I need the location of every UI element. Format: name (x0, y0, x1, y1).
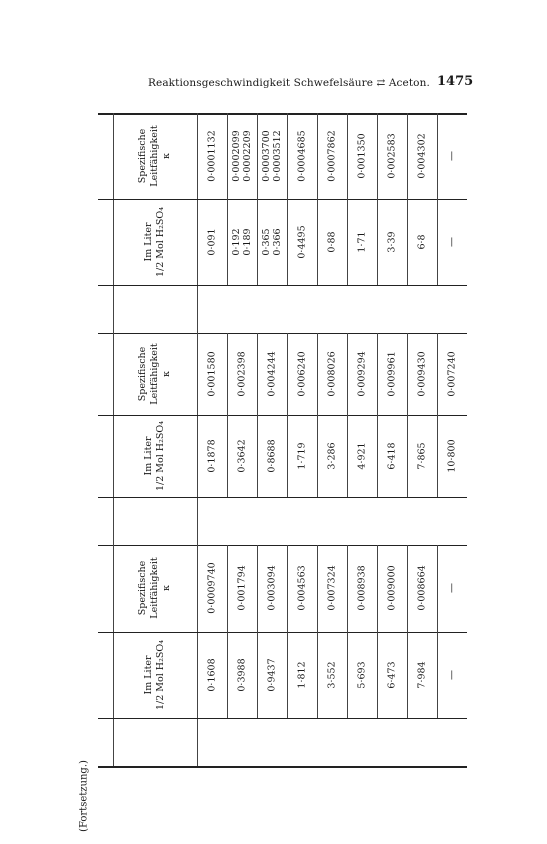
group-2-volume-4: 0·88 (326, 231, 338, 253)
running-title: Reaktionsgeschwindigkeit Schwefelsäure ⇄ Aceton. (148, 77, 430, 89)
group-0-conductivity-4-anchor (326, 565, 338, 611)
group-0-volume-7-anchor (416, 661, 428, 689)
group-1-volume-8: 10·800 (446, 439, 458, 473)
group-0-conductivity-1-anchor (236, 565, 248, 611)
group-0-volume-3: 1·812 (296, 661, 308, 689)
group-0-volume-4: 3·552 (326, 661, 338, 689)
group-0-conductivity-7: 0·008664 (416, 565, 428, 611)
group-1-volume-5: 4·921 (356, 442, 368, 470)
group-0-col-divider-7 (407, 545, 408, 718)
group-2-volume-6: 3·39 (386, 231, 398, 253)
group-rule-3 (98, 766, 467, 768)
group-0-volume-0-anchor (206, 658, 218, 692)
group-2-conductivity-0: 0·0001132 (206, 130, 218, 182)
group-1-volume-7: 7·865 (416, 442, 428, 470)
group-1-volume-0-anchor (206, 439, 218, 473)
header-left-border (113, 113, 114, 766)
group-2-volume-header-anchor (143, 206, 166, 278)
group-1-solvent-rule (98, 497, 467, 498)
group-0-volume-8-anchor (446, 669, 458, 680)
group-2-conductivity-3-anchor (296, 130, 308, 182)
group-1-conductivity-6: 0·009961 (386, 351, 398, 397)
group-1-solvent-anchor (283, 521, 284, 522)
group-2-conductivity-1-anchor (231, 130, 253, 182)
group-1-conductivity-6-anchor (386, 351, 398, 397)
group-2-col-divider-6 (377, 113, 378, 285)
group-1-col-divider-6 (377, 333, 378, 497)
group-2-volume-5: 1·71 (356, 231, 368, 253)
group-1-conductivity-7: 0·009430 (416, 351, 428, 397)
group-0-volume-6: 6·473 (386, 661, 398, 689)
group-2-volume-7: 6·8 (416, 234, 428, 250)
group-1-conductivity-3: 0·006240 (296, 351, 308, 397)
group-1-conductivity-5: 0·009294 (356, 351, 368, 397)
group-1-volume-0: 0·1878 (206, 439, 218, 473)
group-0-conductivity-2-anchor (266, 565, 278, 611)
group-2-volume-2: 0·365 0·366 (261, 228, 283, 256)
group-1-col-divider-8 (437, 333, 438, 497)
continuation-wrapper (78, 760, 90, 832)
group-1-volume-2-anchor (266, 439, 278, 473)
group-1-volume-6: 6·418 (386, 442, 398, 470)
group-2-volume-3: 0·4495 (296, 225, 308, 259)
group-0-conductivity-6-anchor (386, 565, 398, 611)
group-1-conductivity-0-anchor (206, 351, 218, 397)
group-2-volume-8-anchor (446, 237, 458, 247)
group-1-conductivity-header-anchor (137, 343, 172, 405)
group-0-conductivity-2: 0·003094 (266, 565, 278, 611)
header-right-border (197, 113, 198, 766)
group-2-conductivity-7-anchor (416, 133, 428, 179)
group-0-col-divider-1 (227, 545, 228, 718)
group-1-volume-4-anchor (326, 442, 338, 470)
group-2-col-divider-8 (437, 113, 438, 285)
group-0-conductivity-header-anchor (137, 557, 172, 619)
group-2-conductivity-6: 0·002583 (386, 133, 398, 179)
group-1-conductivity-4: 0·008026 (326, 351, 338, 397)
group-2-col-divider-5 (347, 113, 348, 285)
group-2-volume-4-anchor (326, 231, 338, 253)
group-2-volume-5-anchor (356, 231, 368, 253)
group-2-conductivity-3: 0·0004685 (296, 130, 308, 182)
group-2-volume-6-anchor (386, 231, 398, 253)
group-0-mid-rule (98, 632, 467, 633)
group-0-col-divider-6 (377, 545, 378, 718)
group-1-volume-1-anchor (236, 439, 248, 473)
group-1-col-divider-2 (257, 333, 258, 497)
group-1-conductivity-1-anchor (236, 351, 248, 397)
group-1-conductivity-8: 0·007240 (446, 351, 458, 397)
group-1-conductivity-8-anchor (446, 351, 458, 397)
group-0-conductivity-8-anchor (446, 583, 458, 594)
group-1-volume-6-anchor (386, 442, 398, 470)
group-0-volume-header-anchor (143, 639, 166, 710)
group-0-volume-1: 0·3988 (236, 658, 248, 692)
group-2-col-divider-2 (257, 113, 258, 285)
group-2-conductivity-5: 0·001350 (356, 133, 368, 179)
group-2-conductivity-header-anchor (137, 125, 172, 187)
group-2-conductivity-5-anchor (356, 133, 368, 179)
group-2-volume-2-anchor (261, 228, 283, 256)
group-2-col-divider-7 (407, 113, 408, 285)
group-0-col-divider-2 (257, 545, 258, 718)
group-2-solvent-anchor (283, 309, 284, 310)
group-0-solvent-rule (98, 718, 467, 719)
group-0-conductivity-5-anchor (356, 565, 368, 611)
group-2-conductivity-4-anchor (326, 130, 338, 182)
group-1-conductivity-7-anchor (416, 351, 428, 397)
group-2-conductivity-7: 0·004302 (416, 133, 428, 179)
group-1-conductivity-0: 0·001580 (206, 351, 218, 397)
group-1-volume-5-anchor (356, 442, 368, 470)
group-0-col-divider-3 (287, 545, 288, 718)
group-0-conductivity-3-anchor (296, 565, 308, 611)
group-2-conductivity-8-anchor (446, 151, 458, 161)
group-1-col-divider-4 (317, 333, 318, 497)
group-1-volume-4: 3·286 (326, 442, 338, 470)
group-0-conductivity-5: 0·008938 (356, 565, 368, 611)
group-0-conductivity-0: 0·0009740 (206, 562, 218, 614)
group-0-volume-3-anchor (296, 661, 308, 689)
group-rule-1 (98, 333, 467, 334)
group-0-conductivity-header: Spezifische Leitfähigkeit κ (137, 557, 172, 619)
group-2-volume-0-anchor (206, 228, 218, 256)
group-0-col-divider-5 (347, 545, 348, 718)
group-1-col-divider-3 (287, 333, 288, 497)
group-1-volume-header: Im Liter 1/2 Mol H₂SO₄ (143, 420, 166, 492)
group-1-col-divider-5 (347, 333, 348, 497)
group-1-col-divider-7 (407, 333, 408, 497)
group-2-conductivity-4: 0·0007862 (326, 130, 338, 182)
group-2-col-divider-4 (317, 113, 318, 285)
group-0-volume-6-anchor (386, 661, 398, 689)
group-1-conductivity-2-anchor (266, 351, 278, 397)
group-0-conductivity-6: 0·009000 (386, 565, 398, 611)
group-1-volume-3-anchor (296, 442, 308, 470)
group-0-volume-2: 0·9437 (266, 658, 278, 692)
group-2-conductivity-0-anchor (206, 130, 218, 182)
continuation-note: (Fortsetzung.) (78, 760, 90, 832)
group-1-volume-3: 1·719 (296, 442, 308, 470)
group-1-col-divider-1 (227, 333, 228, 497)
group-0-conductivity-4: 0·007324 (326, 565, 338, 611)
group-1-volume-header-anchor (143, 420, 166, 492)
group-1-mid-rule (98, 415, 467, 416)
group-2-volume-1-anchor (231, 228, 253, 256)
group-2-volume-7-anchor (416, 234, 428, 250)
group-0-volume-7: 7·984 (416, 661, 428, 689)
group-2-volume-1: 0·192 0·189 (231, 228, 253, 256)
group-2-col-divider-3 (287, 113, 288, 285)
group-0-volume-4-anchor (326, 661, 338, 689)
group-0-conductivity-7-anchor (416, 565, 428, 611)
group-2-conductivity-2: 0·0003700 0·0003512 (261, 130, 283, 182)
group-1-volume-7-anchor (416, 442, 428, 470)
group-2-col-divider-1 (227, 113, 228, 285)
group-1-conductivity-4-anchor (326, 351, 338, 397)
group-1-conductivity-header: Spezifische Leitfähigkeit κ (137, 343, 172, 405)
group-0-volume-header: Im Liter 1/2 Mol H₂SO₄ (143, 639, 166, 710)
group-2-volume-3-anchor (296, 225, 308, 259)
group-0-volume-5: 5·693 (356, 661, 368, 689)
group-0-volume-8: — (446, 669, 458, 680)
group-2-solvent-rule (98, 285, 467, 286)
group-1-conductivity-3-anchor (296, 351, 308, 397)
group-0-volume-1-anchor (236, 658, 248, 692)
group-1-volume-2: 0·8688 (266, 439, 278, 473)
group-2-mid-rule (98, 199, 467, 200)
group-2-volume-8: — (446, 237, 458, 247)
group-0-conductivity-8: — (446, 583, 458, 594)
group-2-conductivity-8: — (446, 151, 458, 161)
group-2-conductivity-1: 0·0002099 0·0002209 (231, 130, 253, 182)
group-2-volume-header: Im Liter 1/2 Mol H₂SO₄ (143, 206, 166, 278)
group-1-volume-8-anchor (446, 439, 458, 473)
page-number: 1475 (437, 74, 474, 89)
group-0-conductivity-3: 0·004563 (296, 565, 308, 611)
group-2-conductivity-2-anchor (261, 130, 283, 182)
group-0-solvent-anchor (283, 742, 284, 743)
group-2-conductivity-header: Spezifische Leitfähigkeit κ (137, 125, 172, 187)
group-1-conductivity-5-anchor (356, 351, 368, 397)
group-rule-0 (98, 113, 467, 115)
group-2-volume-0: 0·091 (206, 228, 218, 256)
group-1-volume-1: 0·3642 (236, 439, 248, 473)
group-1-conductivity-2: 0·004244 (266, 351, 278, 397)
group-rule-2 (98, 545, 467, 546)
group-1-conductivity-1: 0·002398 (236, 351, 248, 397)
group-0-volume-2-anchor (266, 658, 278, 692)
group-0-conductivity-1: 0·001794 (236, 565, 248, 611)
group-0-col-divider-4 (317, 545, 318, 718)
group-0-col-divider-8 (437, 545, 438, 718)
group-0-volume-5-anchor (356, 661, 368, 689)
group-0-conductivity-0-anchor (206, 562, 218, 614)
group-0-volume-0: 0·1608 (206, 658, 218, 692)
group-2-conductivity-6-anchor (386, 133, 398, 179)
